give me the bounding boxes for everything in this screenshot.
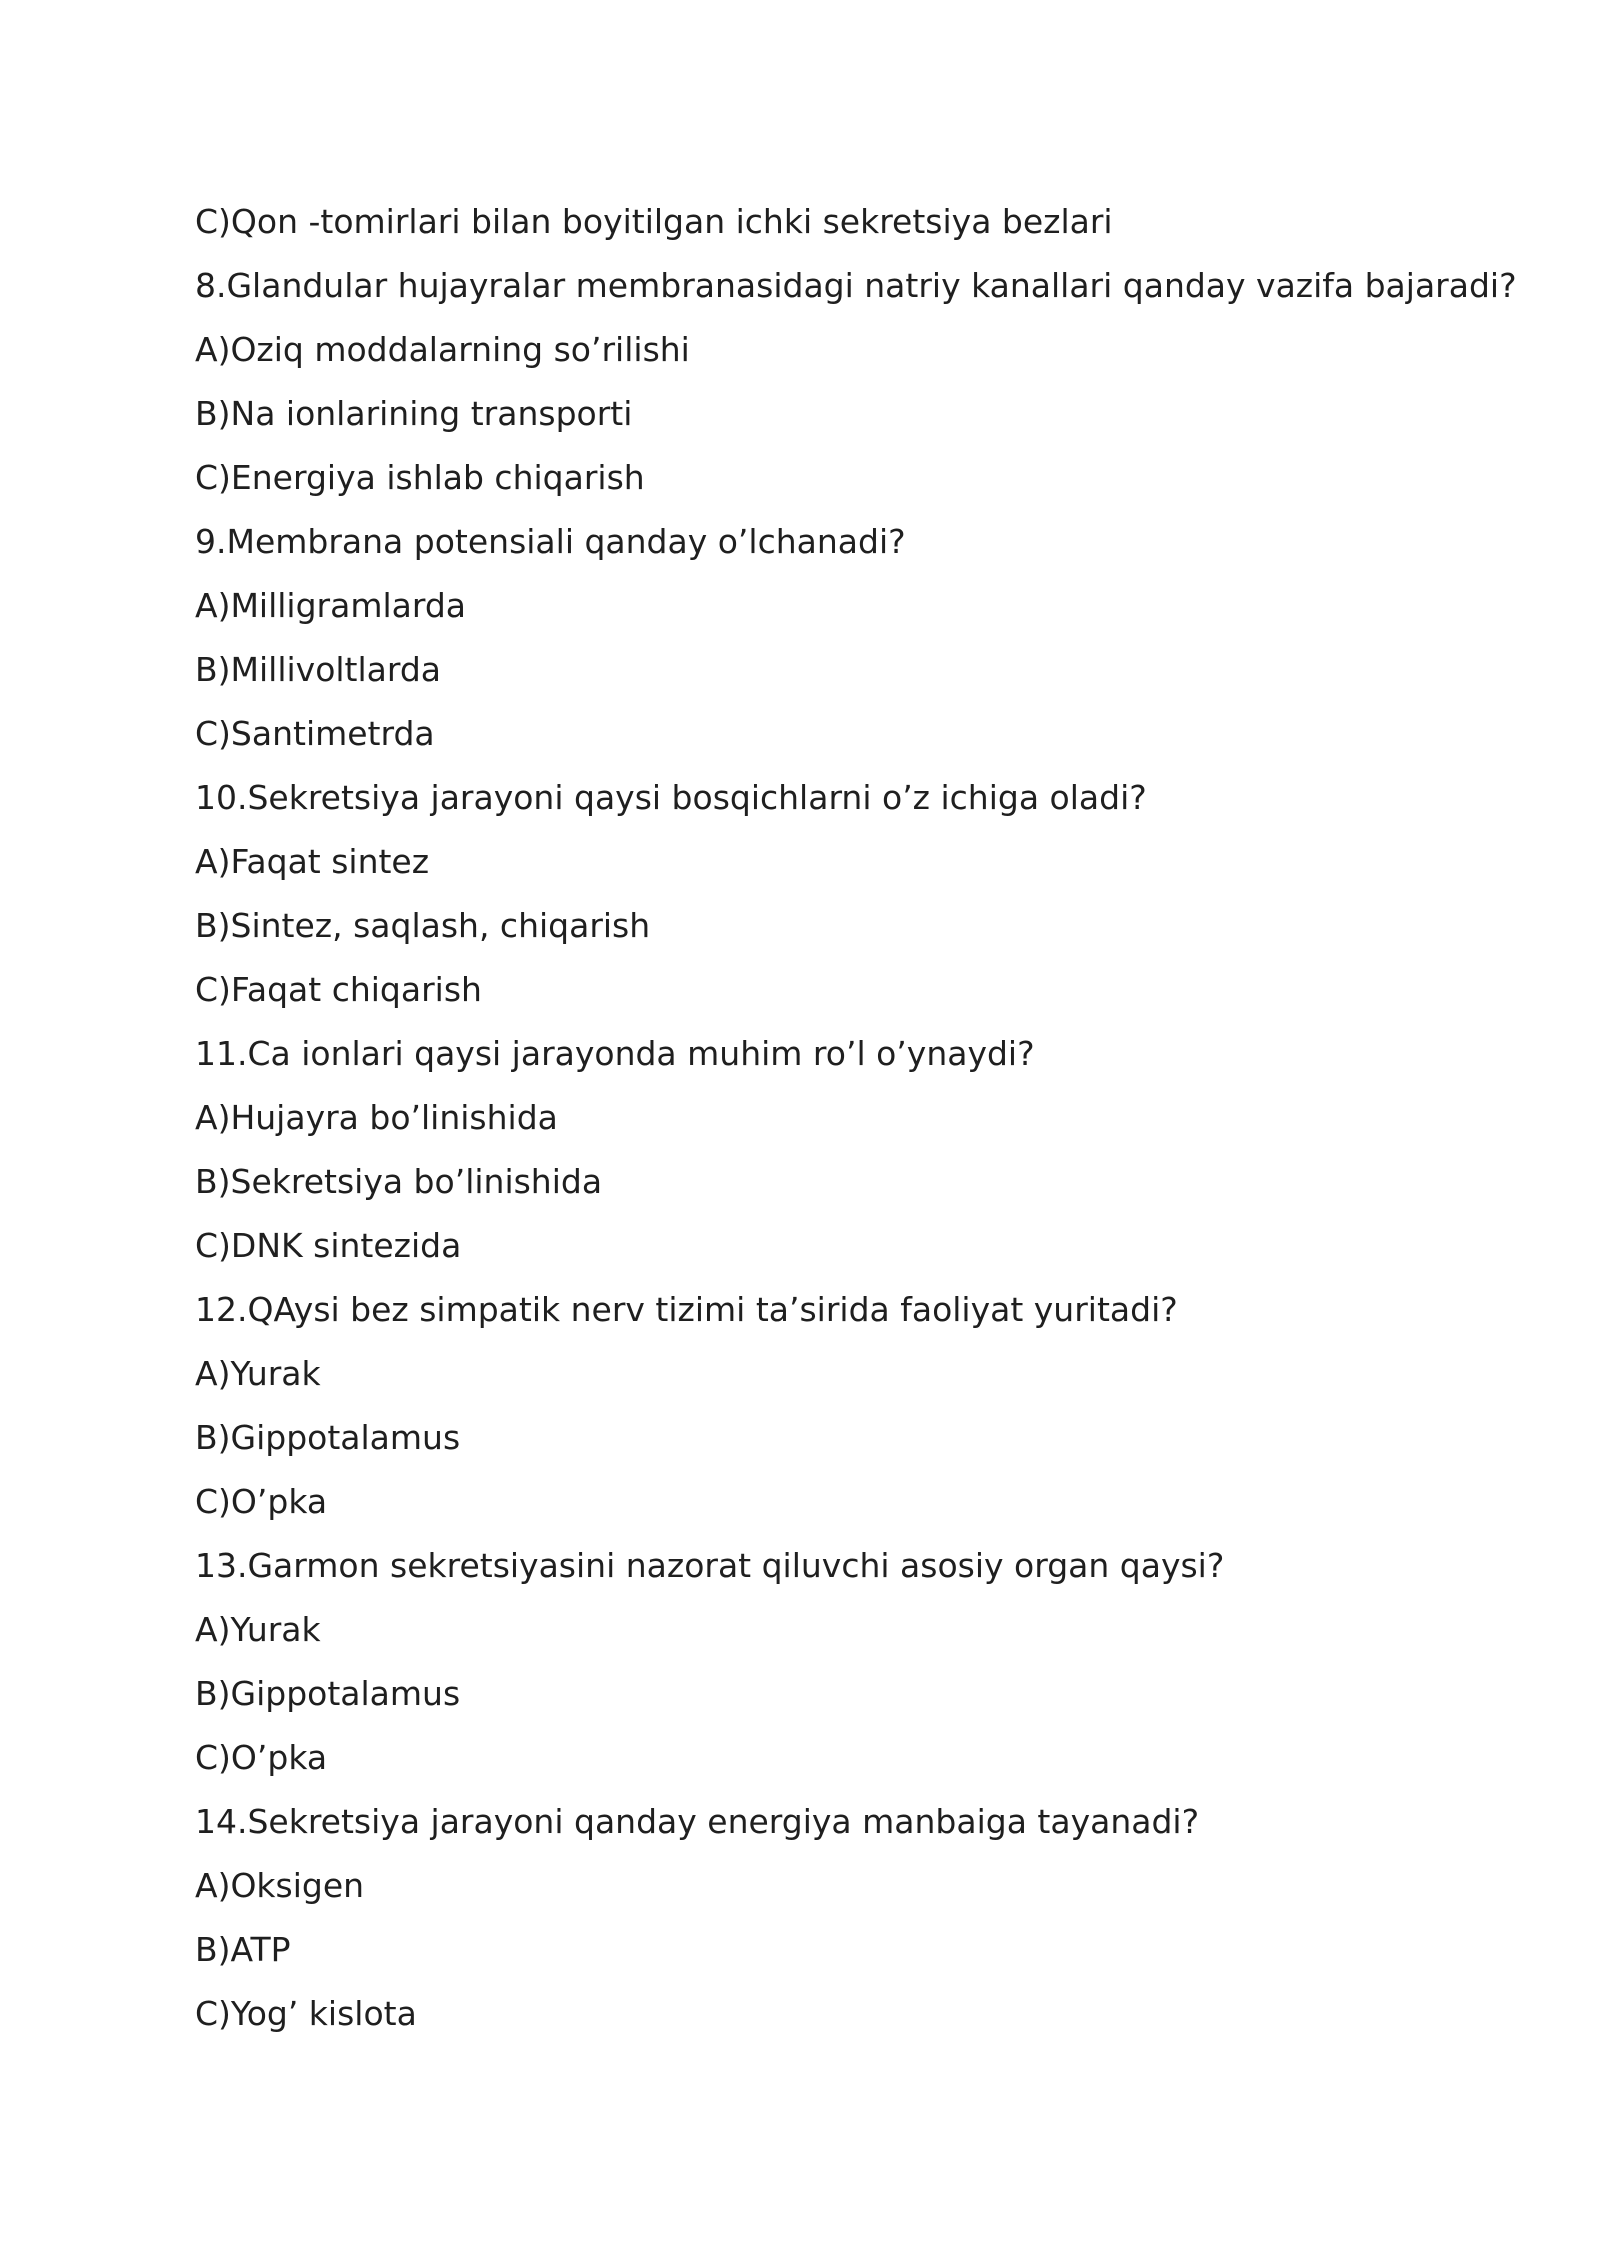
answer-option: B)Sintez, saqlash, chiqarish <box>195 906 651 945</box>
question: 8.Glandular hujayralar membranasidagi natriy kanallari qanday vazifa bajaradi? <box>195 266 1517 305</box>
answer-option: A)Yurak <box>195 1610 321 1649</box>
answer-option: A)Hujayra bo’linishida <box>195 1098 558 1137</box>
answer-option: B)Na ionlarining transporti <box>195 394 633 433</box>
answer-option: A)Oziq moddalarning so’rilishi <box>195 330 690 369</box>
answer-option: B)Gippotalamus <box>195 1674 461 1713</box>
answer-option: B)ATP <box>195 1930 291 1969</box>
answer-option: A)Milligramlarda <box>195 586 467 625</box>
answer-option: C)DNK sintezida <box>195 1226 462 1265</box>
answer-option: B)Gippotalamus <box>195 1418 461 1457</box>
question: 10.Sekretsiya jarayoni qaysi bosqichlarni o’z ichiga oladi? <box>195 778 1147 817</box>
answer-option: C)Yog’ kislota <box>195 1994 417 2033</box>
answer-option: B)Sekretsiya bo’linishida <box>195 1162 603 1201</box>
answer-option: C)O’pka <box>195 1738 328 1777</box>
answer-option: C)Santimetrda <box>195 714 435 753</box>
question: 11.Ca ionlari qaysi jarayonda muhim ro’l o’ynaydi? <box>195 1034 1035 1073</box>
question: 13.Garmon sekretsiyasini nazorat qiluvchi asosiy organ qaysi? <box>195 1546 1225 1585</box>
quiz-content <box>195 190 1517 2046</box>
answer-option: A)Faqat sintez <box>195 842 430 881</box>
question: 14.Sekretsiya jarayoni qanday energiya manbaiga tayanadi? <box>195 1802 1200 1841</box>
answer-option: C)Energiya ishlab chiqarish <box>195 458 645 497</box>
answer-option: C)O’pka <box>195 1482 328 1521</box>
answer-option: B)Millivoltlarda <box>195 650 442 689</box>
question: 9.Membrana potensiali qanday o’lchanadi? <box>195 522 906 561</box>
answer-option: C)Faqat chiqarish <box>195 970 482 1009</box>
answer-option: A)Oksigen <box>195 1866 365 1905</box>
answer-option: C)Qon -tomirlari bilan boyitilgan ichki sekretsiya bezlari <box>195 202 1113 241</box>
question: 12.QAysi bez simpatik nerv tizimi ta’sirida faoliyat yuritadi? <box>195 1290 1178 1329</box>
answer-option: A)Yurak <box>195 1354 321 1393</box>
